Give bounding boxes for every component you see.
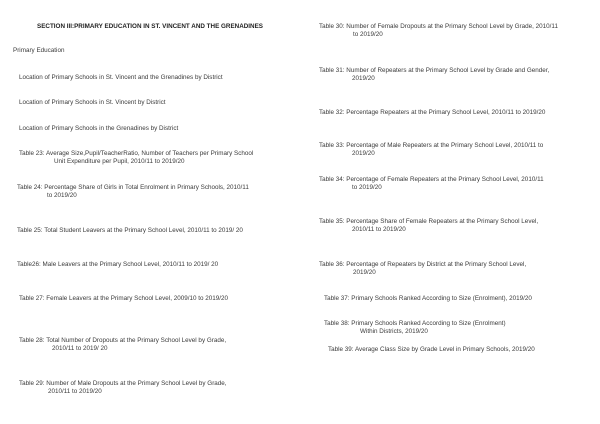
entry-line: Table 37: Primary Schools Ranked According to Size (Enrolment), 2019/20 <box>324 295 532 302</box>
entry-line: Table 33: Percentage of Male Repeaters at the Primary School Level, 2010/11 to <box>319 142 544 149</box>
toc-entry-table-25[interactable] <box>17 227 243 235</box>
entry-line: Table 38: Primary Schools Ranked According to Size (Enrolment) <box>324 320 506 327</box>
entry-line: Location of Primary Schools in St. Vincent by District <box>19 99 166 106</box>
toc-entry-table-34[interactable] <box>319 176 544 192</box>
entry-line: Table 30: Number of Female Dropouts at the Primary School Level by Grade, 2010/11 <box>319 23 558 30</box>
toc-entry-location-grenadines[interactable] <box>19 125 178 133</box>
toc-entry-table-29[interactable] <box>19 380 227 396</box>
toc-entry-primary-education[interactable] <box>13 47 64 55</box>
entry-line: Table 23: Average Size,Pupil/TeacherRatio, Number of Teachers per Primary School <box>19 150 254 157</box>
entry-line: Table 24: Percentage Share of Girls in Total Enrolment in Primary Schools, 2010/11 <box>17 184 249 191</box>
entry-line: Table 36: Percentage of Repeaters by District at the Primary School Level, <box>319 261 527 268</box>
toc-entry-table-33[interactable] <box>319 142 543 158</box>
entry-line: Table 34: Percentage of Female Repeaters at the Primary School Level, 2010/11 <box>319 176 544 183</box>
entry-line-continued: to 2019/20 <box>352 184 382 191</box>
entry-line: Table 39: Average Class Size by Grade Level in Primary Schools, 2019/20 <box>328 346 535 353</box>
entry-line-continued: Within Districts, 2019/20 <box>360 328 428 335</box>
entry-line: Table 25: Total Student Leavers at the Primary School Level, 2010/11 to 2019/ 20 <box>17 227 243 234</box>
toc-entry-table-31[interactable] <box>319 67 549 83</box>
entry-line-continued: 2019/20 <box>352 150 375 157</box>
entry-line: Table 27: Female Leavers at the Primary School Level, 2009/10 to 2019/20 <box>19 295 228 302</box>
entry-line: Table 28: Total Number of Dropouts at the Primary School Level by Grade, <box>19 337 227 344</box>
entry-line-continued: 2019/20 <box>353 269 376 276</box>
section-title: SECTION III:PRIMARY EDUCATION IN ST. VINCENT AND THE GRENADINES <box>37 23 264 30</box>
entry-line: Table 32: Percentage Repeaters at the Primary School Level, 2010/11 to 2019/20 <box>319 109 546 116</box>
toc-entry-table-37[interactable] <box>324 295 532 303</box>
left-column <box>0 0 290 424</box>
entry-line-continued: to 2019/20 <box>353 31 383 38</box>
toc-entry-table-27[interactable] <box>19 295 228 303</box>
entry-line: Table 35: Percentage Share of Female Repeaters at the Primary School Level, <box>319 218 539 225</box>
toc-entry-table-38[interactable] <box>324 320 506 336</box>
entry-line-continued: to 2019/20 <box>47 192 77 199</box>
entry-line: Location of Primary Schools in St. Vincent and the Grenadines by District <box>19 74 223 81</box>
entry-line: Primary Education <box>13 47 65 54</box>
toc-entry-location-svg[interactable] <box>19 74 223 82</box>
entry-line-continued: Unit Expenditure per Pupil, 2010/11 to 2019/20 <box>54 158 185 165</box>
entry-line: Table 31: Number of Repeaters at the Primary School Level by Grade and Gender, <box>319 67 550 74</box>
entry-line-continued: 2010/11 to 2019/20 <box>48 388 102 395</box>
toc-entry-table-26[interactable] <box>17 261 218 269</box>
toc-entry-table-23[interactable] <box>19 150 253 166</box>
toc-entry-table-39[interactable] <box>328 346 535 354</box>
toc-entry-table-28[interactable] <box>19 337 226 353</box>
toc-entry-location-st-vincent[interactable] <box>19 99 166 107</box>
entry-line: Location of Primary Schools in the Grenadines by District <box>19 125 179 132</box>
right-column <box>310 0 600 424</box>
entry-line: Table26: Male Leavers at the Primary School Level, 2010/11 to 2019/ 20 <box>17 261 219 268</box>
entry-line: Table 29: Number of Male Dropouts at the Primary School Level by Grade, <box>19 380 227 387</box>
toc-entry-table-32[interactable] <box>319 109 545 117</box>
entry-line-continued: 2019/20 <box>352 75 375 82</box>
toc-entry-table-24[interactable] <box>17 184 249 200</box>
entry-line-continued: 2010/11 to 2019/20 <box>352 226 406 233</box>
toc-entry-table-35[interactable] <box>319 218 538 234</box>
toc-entry-table-36[interactable] <box>319 261 526 277</box>
entry-line-continued: 2010/11 to 2019/ 20 <box>52 345 108 352</box>
toc-entry-table-30[interactable] <box>319 23 558 39</box>
